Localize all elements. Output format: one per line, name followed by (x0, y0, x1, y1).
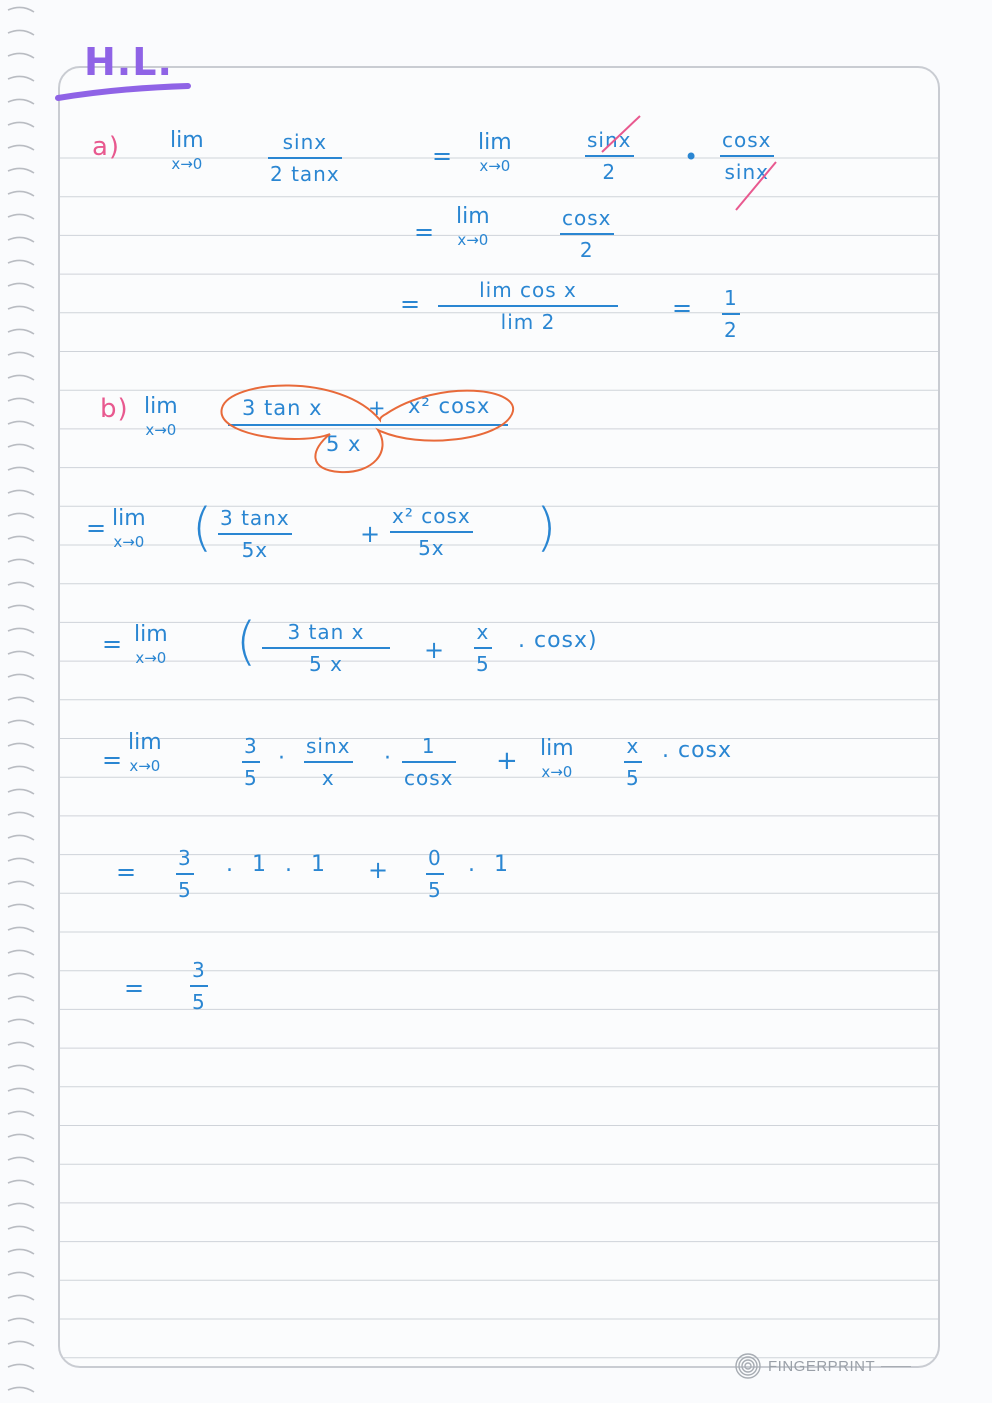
spiral-ring (8, 76, 34, 81)
fraction-bar (722, 313, 740, 315)
spiral-ring (8, 329, 34, 334)
notebook-page (58, 66, 940, 1368)
part-a-fraction-cos-over-2 (560, 206, 614, 262)
part-a-limit-3 (456, 204, 490, 249)
spiral-ring (8, 1134, 34, 1139)
spiral-ring (8, 674, 34, 679)
step4-fraction-0-over-5 (426, 846, 444, 902)
spiral-ring (8, 536, 34, 541)
numerator: sinx (282, 130, 328, 154)
spiral-ring (8, 145, 34, 150)
spiral-ring (8, 191, 34, 196)
spiral-ring (8, 444, 34, 449)
fraction-bar (304, 761, 353, 763)
lim-subscript: x→0 (479, 157, 511, 175)
lim-subscript: x→0 (113, 533, 145, 551)
spiral-ring (8, 1295, 34, 1300)
numerator: 3 (192, 958, 206, 982)
multiply-dot: • (684, 143, 700, 171)
numerator: 3 tanx (220, 506, 290, 530)
spiral-ring (8, 1111, 34, 1116)
spiral-ring (8, 306, 34, 311)
denominator: 2 tanx (270, 162, 340, 186)
numerator-left-term: 3 tan x (242, 396, 323, 420)
spiral-ring (8, 881, 34, 886)
denominator: cosx (404, 766, 454, 790)
equals-sign: = (86, 514, 108, 542)
numerator: x (626, 734, 640, 758)
denominator: 2 (724, 318, 738, 342)
spiral-ring (8, 1180, 34, 1185)
spiral-ring (8, 628, 34, 633)
step3-tail: . cosx (662, 738, 733, 763)
spiral-ring (8, 421, 34, 426)
spiral-ring (8, 1019, 34, 1024)
fraction-bar (190, 985, 208, 987)
part-a-limit (170, 128, 204, 173)
part-a-fraction-limits (438, 278, 618, 334)
equals-sign: = (400, 290, 422, 318)
part-a-result (722, 286, 740, 342)
fraction-bar (176, 873, 194, 875)
spiral-ring (8, 950, 34, 955)
numerator: 1 (724, 286, 738, 310)
numerator: cosx (722, 128, 772, 152)
spiral-ring (8, 1272, 34, 1277)
spiral-ring (8, 605, 34, 610)
denominator: 5x (241, 538, 269, 562)
fraction-bar (390, 531, 473, 533)
step4-fraction-3-over-5 (176, 846, 194, 902)
denominator: 5 (428, 878, 442, 902)
final-result (190, 958, 208, 1014)
spiral-ring (8, 1249, 34, 1254)
plus-sign: + (424, 636, 446, 664)
spiral-ring (8, 973, 34, 978)
numerator: 3 tan x (287, 620, 365, 644)
spiral-binding (0, 0, 40, 1403)
equals-sign: = (102, 630, 124, 658)
part-b-fraction-bar (228, 424, 508, 426)
step3-fraction-x-over-5 (624, 734, 642, 790)
denominator: 5 (626, 766, 640, 790)
lim-text: lim (144, 394, 178, 419)
brand-logo (734, 1352, 911, 1380)
lim-subscript: x→0 (457, 231, 489, 249)
spiral-ring (8, 352, 34, 357)
spiral-ring (8, 490, 34, 495)
multiply-dot: · (384, 746, 392, 771)
denominator: 2 (602, 160, 617, 184)
brand-logo-text: FINGERPRINT (768, 1357, 876, 1375)
spiral-ring (8, 789, 34, 794)
equals-sign: = (672, 294, 694, 322)
denominator: 5 (476, 652, 490, 676)
spiral-ring (8, 835, 34, 840)
part-a-label: a) (92, 132, 121, 162)
denominator: 5 x (326, 432, 362, 456)
open-paren: ( (192, 498, 214, 558)
numerator: 3 (244, 734, 258, 758)
lim-text: lim (128, 730, 162, 755)
denominator: 5 (178, 878, 192, 902)
numerator-right-term: x² cosx (408, 394, 491, 418)
spiral-ring (8, 812, 34, 817)
lim-subscript: x→0 (541, 763, 573, 781)
spiral-ring (8, 904, 34, 909)
plus-sign: + (360, 520, 382, 548)
numerator: lim cos x (479, 278, 577, 302)
spiral-ring (8, 30, 34, 35)
numerator: sinx (587, 128, 632, 152)
step2-fraction-tan (262, 620, 390, 676)
part-b-limit (144, 394, 178, 439)
lim-subscript: x→0 (171, 155, 203, 173)
denominator: 5 (244, 766, 258, 790)
spiral-ring (8, 7, 34, 12)
fraction-bar (218, 533, 292, 535)
spiral-ring (8, 697, 34, 702)
lim-subscript: x→0 (145, 421, 177, 439)
equals-sign: = (124, 974, 146, 1002)
step4-middle: . 1 . 1 (226, 852, 331, 877)
spiral-ring (8, 1387, 34, 1392)
numerator: cosx (562, 206, 612, 230)
spiral-ring (8, 260, 34, 265)
spiral-ring (8, 1088, 34, 1093)
spiral-ring (8, 168, 34, 173)
spiral-ring (8, 1318, 34, 1323)
part-a-fraction-cos-over-sin (720, 128, 774, 184)
step3-limit-2 (540, 736, 574, 781)
multiply-dot: · (278, 746, 286, 771)
page-title: H.L. (84, 40, 173, 84)
numerator: x² cosx (392, 504, 471, 528)
fraction-bar (242, 761, 260, 763)
step3-fraction-3-over-5 (242, 734, 260, 790)
step2-limit (134, 622, 168, 667)
lim-text: lim (456, 204, 490, 229)
spiral-ring (8, 375, 34, 380)
numerator: 1 (421, 734, 436, 758)
fraction-bar (438, 305, 618, 307)
spiral-ring (8, 996, 34, 1001)
spiral-ring (8, 398, 34, 403)
numerator: sinx (306, 734, 351, 758)
denominator: sinx (724, 160, 769, 184)
spiral-ring (8, 858, 34, 863)
numerator: 3 (178, 846, 192, 870)
fingerprint-icon (734, 1352, 762, 1380)
fraction-bar (262, 647, 390, 649)
equals-sign: = (414, 218, 436, 246)
spiral-ring (8, 99, 34, 104)
close-paren: ) (536, 498, 558, 558)
lim-text: lim (170, 128, 204, 153)
lim-subscript: x→0 (135, 649, 167, 667)
spiral-ring (8, 1157, 34, 1162)
step1-limit (112, 506, 146, 551)
spiral-ring (8, 720, 34, 725)
spiral-ring (8, 122, 34, 127)
denominator: 2 (579, 238, 594, 262)
part-b-label: b) (100, 394, 129, 424)
spiral-ring (8, 651, 34, 656)
spiral-ring (8, 1042, 34, 1047)
spiral-ring (8, 582, 34, 587)
step3-limit (128, 730, 162, 775)
spiral-ring (8, 927, 34, 932)
step4-tail: . 1 (468, 852, 514, 877)
spiral-ring (8, 743, 34, 748)
fraction-bar (402, 761, 456, 763)
fraction-bar (474, 647, 492, 649)
lim-text: lim (478, 130, 512, 155)
step2-fraction-x-over-5 (474, 620, 492, 676)
plus-sign: + (368, 856, 390, 884)
plus-sign: + (496, 746, 519, 776)
lim-subscript: x→0 (129, 757, 161, 775)
part-a-fraction-sin-over-2 (585, 128, 634, 184)
denominator: 5 (192, 990, 206, 1014)
denominator: 5 x (309, 652, 343, 676)
spiral-ring (8, 467, 34, 472)
step3-fraction-1-over-cos (402, 734, 456, 790)
fraction-bar (585, 155, 634, 157)
fraction-bar (560, 233, 614, 235)
equals-sign: = (116, 858, 138, 886)
denominator: lim 2 (500, 310, 556, 334)
fraction-bar (720, 155, 774, 157)
step1-fraction-cos (390, 504, 473, 560)
logo-rule (881, 1366, 911, 1367)
step3-fraction-sin-over-x (304, 734, 353, 790)
spiral-ring (8, 214, 34, 219)
spiral-ring (8, 237, 34, 242)
spiral-ring (8, 1065, 34, 1070)
spiral-ring (8, 283, 34, 288)
lim-text: lim (134, 622, 168, 647)
fraction-bar (624, 761, 642, 763)
fraction-bar (268, 157, 342, 159)
part-a-fraction-original (268, 130, 342, 186)
step2-tail: . cosx) (518, 628, 598, 653)
open-paren: ( (236, 612, 258, 672)
spiral-ring (8, 559, 34, 564)
numerator: 0 (428, 846, 442, 870)
equals-sign: = (432, 142, 454, 170)
spiral-ring (8, 766, 34, 771)
part-a-limit-2 (478, 130, 512, 175)
spiral-ring (8, 513, 34, 518)
fraction-bar (426, 873, 444, 875)
step1-fraction-tan (218, 506, 292, 562)
ruled-lines (60, 68, 938, 1366)
plus-sign: + (368, 396, 387, 420)
spiral-ring (8, 53, 34, 58)
numerator: x (476, 620, 490, 644)
denominator: x (321, 766, 335, 790)
denominator: 5x (418, 536, 445, 560)
spiral-ring (8, 1226, 34, 1231)
lim-text: lim (112, 506, 146, 531)
spiral-ring (8, 1364, 34, 1369)
equals-sign: = (102, 746, 124, 774)
lim-text: lim (540, 736, 574, 761)
spiral-ring (8, 1203, 34, 1208)
spiral-ring (8, 1341, 34, 1346)
